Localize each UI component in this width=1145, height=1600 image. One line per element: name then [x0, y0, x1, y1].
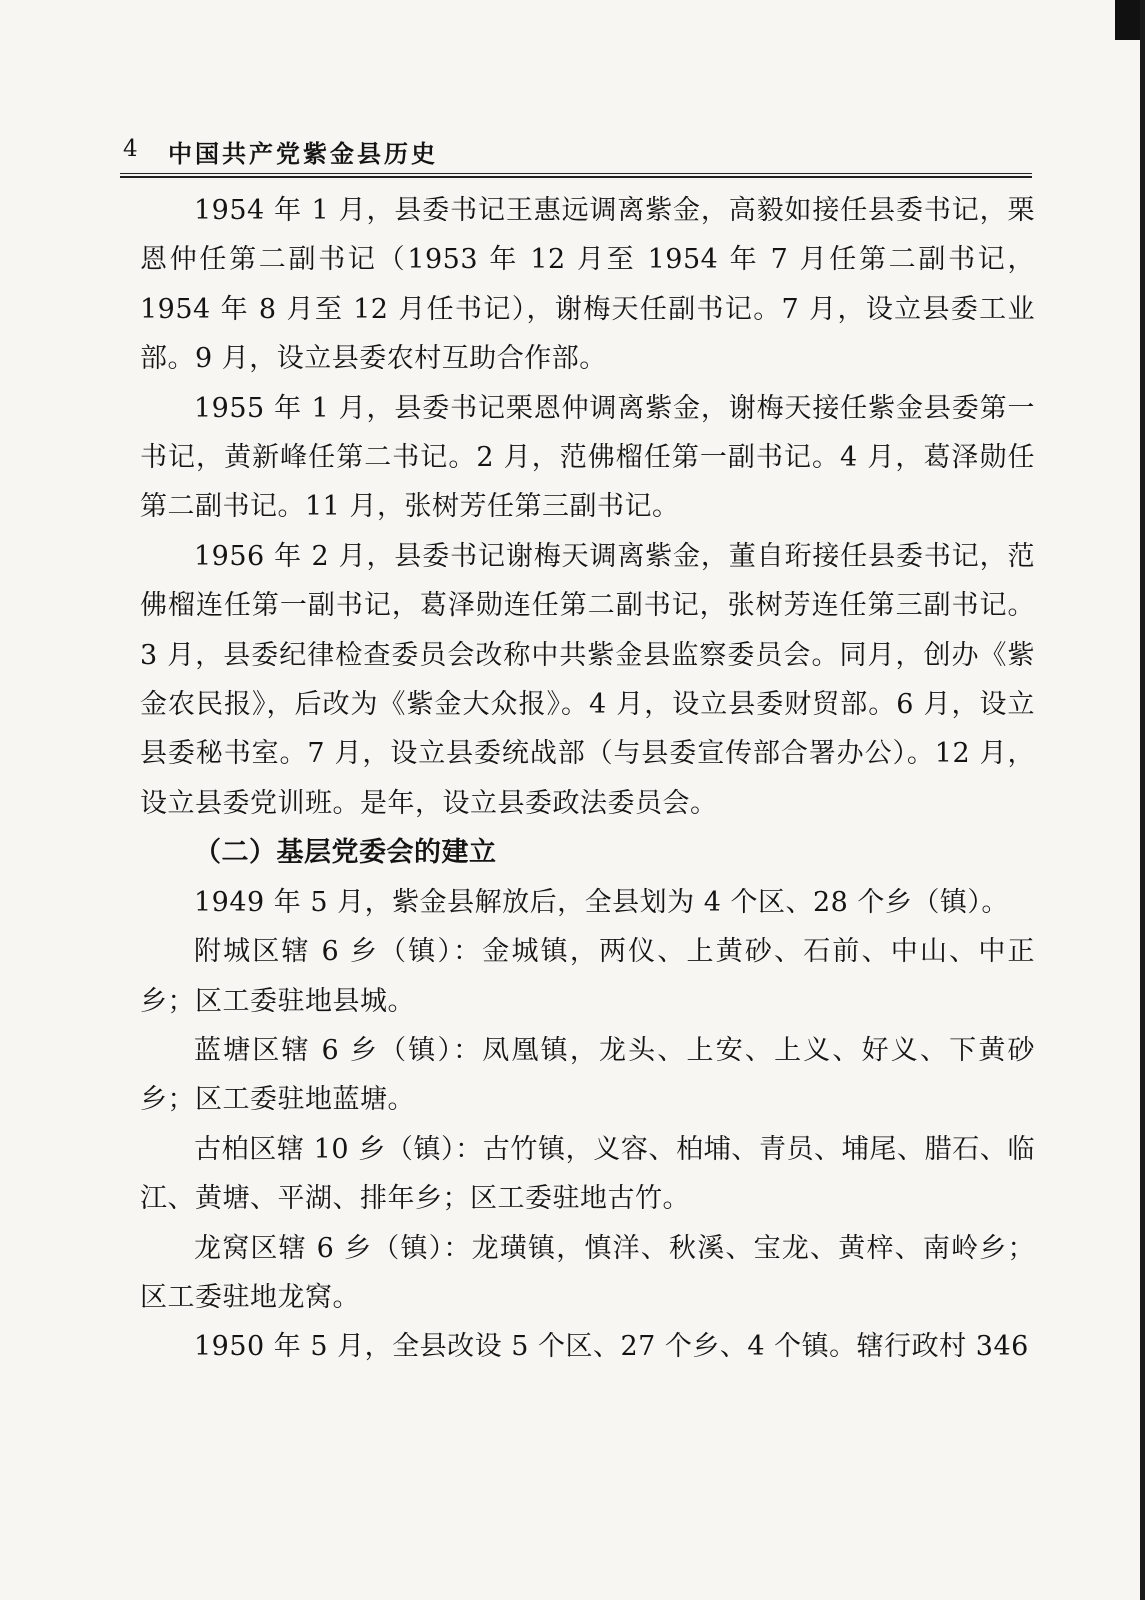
header-rule-thick	[120, 176, 1032, 178]
paragraph-1950: 1950 年 5 月，全县改设 5 个区、27 个乡、4 个镇。辖行政村 346	[194, 1331, 1029, 1363]
paragraph-1956: 1956 年 2 月，县委书记谢梅天调离紫金，董自珩接任县委书记，范佛榴连任第一副书记，葛泽勋连任第二副书记，张树芳连任第三副书记。3 月，县委纪律检查委员会改称中共紫金县监察委员会。同月，创办《紫金农民报》，后改为《紫金大众报》。4 月，设立县委财贸部。6 月，设立县委秘书室。7 月，设立县委统战部（与县委宣传部合署办公）。12 月，设立县委党训班。是年，设立县委政法委员会。	[140, 540, 1035, 819]
running-header	[120, 132, 1030, 166]
paragraph-lantang-district: 蓝塘区辖 6 乡（镇）：凤凰镇，龙头、上安、上义、好义、下黄砂乡；区工委驻地蓝塘。	[140, 1034, 1035, 1116]
paragraph-gubai-district: 古柏区辖 10 乡（镇）：古竹镇，义容、柏埔、青员、埔尾、腊石、临江、黄塘、平湖、排年乡；区工委驻地古竹。	[140, 1133, 1035, 1215]
section-heading: （二）基层党委会的建立	[194, 837, 497, 869]
paragraph-1949: 1949 年 5 月，紫金县解放后，全县划为 4 个区、28 个乡（镇）。	[194, 886, 1009, 918]
paragraph-longwo-district: 龙窝区辖 6 乡（镇）：龙璜镇，慎洋、秋溪、宝龙、黄梓、南岭乡；区工委驻地龙窝。	[140, 1232, 1035, 1313]
page-number: 4	[123, 136, 138, 162]
paragraph-1954: 1954 年 1 月，县委书记王惠远调离紫金，高毅如接任县委书记，栗恩仲任第二副书记（1953 年 12 月至 1954 年 7 月任第二副书记，1954 年 8 月至 12 月任书记），谢梅天任副书记。7 月，设立县委工业部。9 月，设立县委农村互助合作部。	[140, 195, 1035, 375]
header-rule-thin	[120, 173, 1032, 174]
paragraph-1955: 1955 年 1 月，县委书记栗恩仲调离紫金，谢梅天接任紫金县委第一书记，黄新峰任第二书记。2 月，范佛榴任第一副书记。4 月，葛泽勋任第二副书记。11 月，张树芳任第三副书记。	[140, 392, 1035, 523]
running-title: 中国共产党紫金县历史	[168, 139, 438, 168]
scan-edge	[1140, 0, 1145, 1600]
paragraph-fucheng-district: 附城区辖 6 乡（镇）：金城镇，两仪、上黄砂、石前、中山、中正乡；区工委驻地县城。	[140, 936, 1035, 1017]
body-text	[140, 186, 1035, 1372]
